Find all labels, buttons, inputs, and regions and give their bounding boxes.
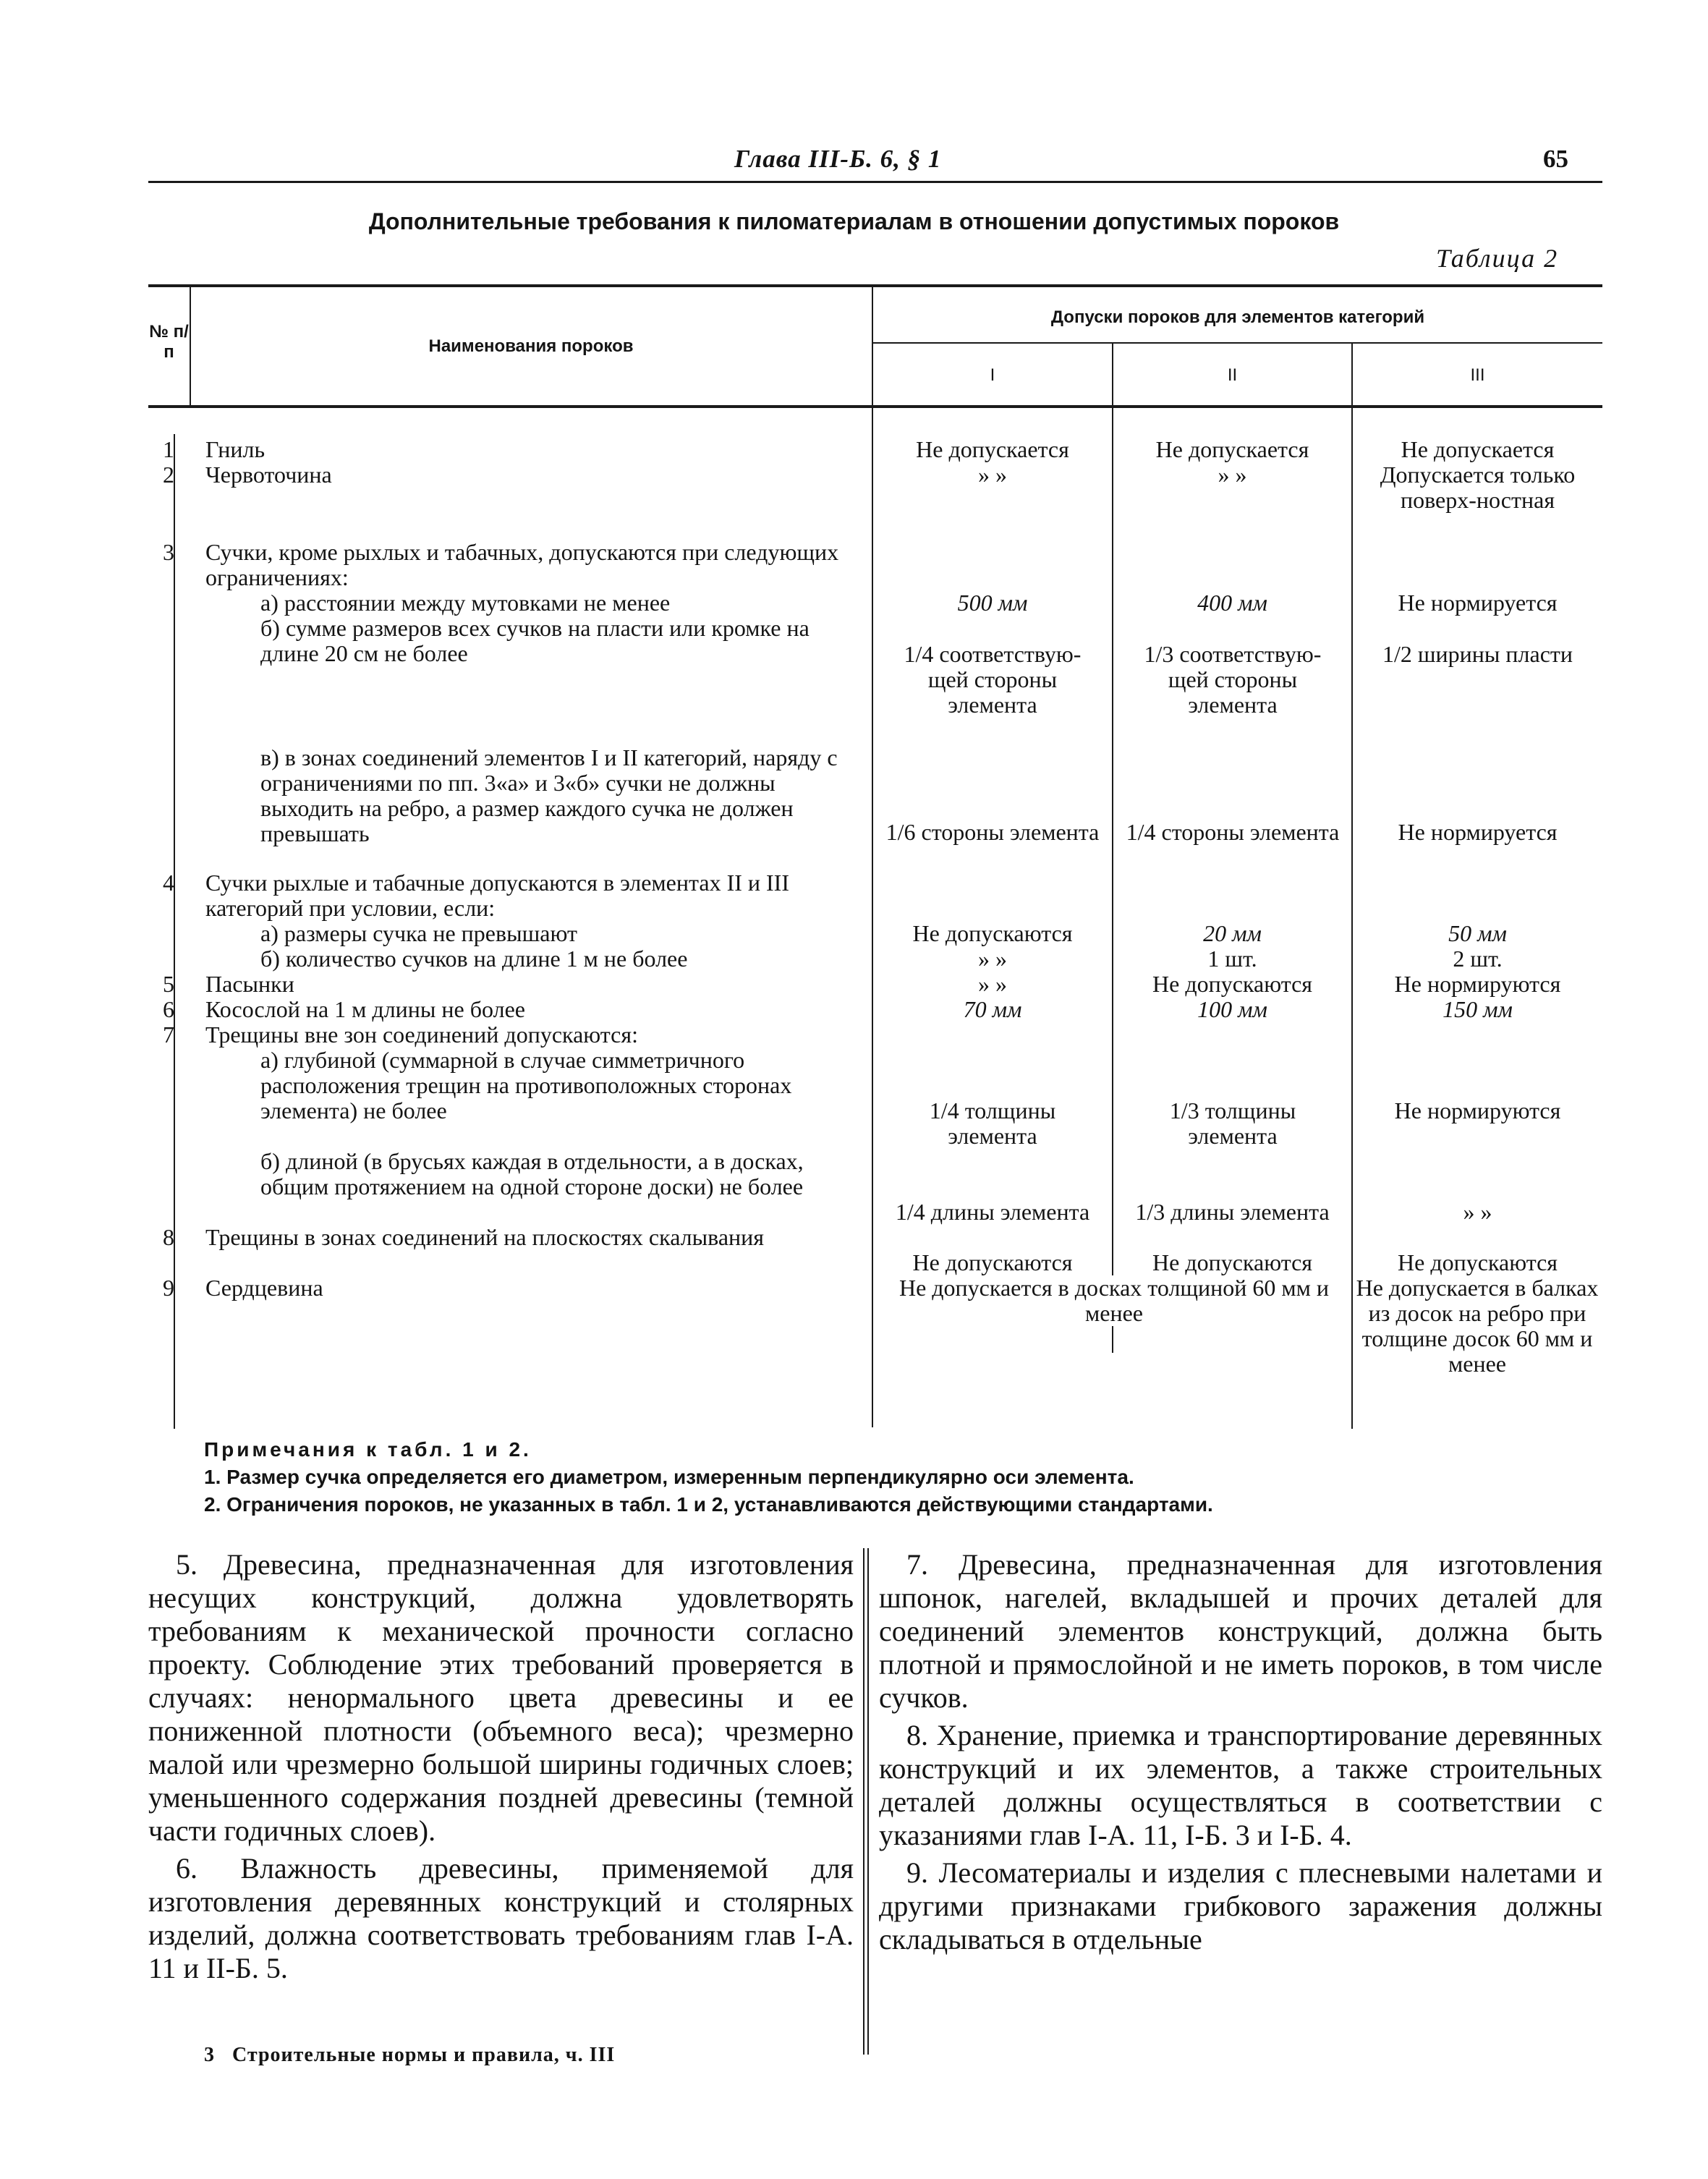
signature-mark: 3 xyxy=(204,2044,215,2066)
row-num: 7 xyxy=(163,1021,174,1048)
row-c1: » » xyxy=(978,971,1007,997)
note-item: 2. Ограничения пороков, не указанных в табл. 1 и 2, устанавливаются действующими стандартами. xyxy=(204,1493,1213,1516)
row-c2: Не допускаются xyxy=(1152,971,1312,997)
notes-title: Примечания к табл. 1 и 2. xyxy=(204,1438,532,1461)
row-c1: Не допускается xyxy=(916,436,1069,462)
row-name: а) размеры сучка не превышают xyxy=(260,920,577,946)
row-c3: 150 мм xyxy=(1443,996,1513,1022)
row-name: Гниль xyxy=(205,436,265,462)
row-c1: Не допускаются xyxy=(912,920,1073,946)
column-divider xyxy=(863,1548,864,2055)
row-c2: » » xyxy=(1218,462,1247,488)
row-c2: 1/3 длины элемента xyxy=(1135,1199,1330,1225)
row-c12-merged: Не допускается в досках толщиной 60 мм и менее xyxy=(883,1275,1346,1326)
column-divider xyxy=(867,1548,869,2055)
row-c1: 500 мм xyxy=(957,590,1028,616)
row-name: Сучки, кроме рыхлых и табачных, допускаются при следующих ограничениях: xyxy=(205,539,839,590)
row-c3: Не допускаются xyxy=(1398,1249,1558,1275)
table-title: Дополнительные требования к пиломатериалам в отношении допустимых пороков xyxy=(368,208,1340,234)
header-cat2: II xyxy=(1227,365,1238,385)
body-right-column xyxy=(879,1548,1602,1961)
row-name: в) в зонах соединений элементов I и II категорий, наряду с ограничениями по пп. 3«а» и 3«б» сучки не должны выходить на ребро, а размер каждого сучка не должен превышать xyxy=(260,744,838,846)
row-name: Сердцевина xyxy=(205,1275,323,1301)
row-c1: 1/4 толщины элемента xyxy=(929,1097,1056,1149)
table-top-rule xyxy=(148,284,1602,287)
header-group: Допуски пороков для элементов категорий xyxy=(1050,307,1425,327)
paragraph: 5. Древесина, предназначенная для изготовления несущих конструкций, должна удовлетворять требованиям к механической прочности согласно проекту. Соблюдение этих требований проверяется в случаях: ненормального цвета древесины и ее пониженной плотности (объемного веса); чрезмерно малой или чрезмерно большой ширины годичных слоев; уменьшенного содержания поздней древесины (темной части годичных слоев). xyxy=(148,1548,854,1847)
row-c3: Не допускается в балках из досок на ребро при толщине досок 60 мм и менее xyxy=(1356,1275,1599,1377)
row-name: а) глубиной (суммарной в случае симметричного расположения трещин на противоположных сторонах элемента) не более xyxy=(260,1047,792,1124)
row-name: а) расстоянии между мутовками не менее xyxy=(260,590,671,616)
row-c2: 20 мм xyxy=(1203,920,1262,946)
row-name: Червоточина xyxy=(205,462,332,488)
row-c2: 1/3 толщины элемента xyxy=(1169,1097,1296,1149)
row-c1: 1/4 соответствую-щей стороны элемента xyxy=(904,641,1082,718)
row-c3: » » xyxy=(1463,1199,1492,1225)
header-name: Наименования пороков xyxy=(428,336,634,356)
row-c2: 1/4 стороны элемента xyxy=(1126,819,1340,845)
paragraph: 7. Древесина, предназначенная для изготовления шпонок, нагелей, вкладышей и прочих деталей для соединений элементов конструкций, должна быть плотной и прямослойной и не иметь пороков, в том числе сучков. xyxy=(879,1548,1602,1714)
row-name: Косослой на 1 м длины не более xyxy=(205,996,525,1022)
row-c1: Не допускаются xyxy=(912,1249,1073,1275)
row-c3: Не нормируются xyxy=(1394,1097,1561,1124)
table-label: Таблица 2 xyxy=(1436,244,1559,273)
row-name: Сучки рыхлые и табачные допускаются в элементах II и III категорий при условии, если: xyxy=(205,870,789,921)
paragraph: 6. Влажность древесины, применяемой для изготовления деревянных конструкций и столярных изделий, должна соответствовать требованиям глав I-А. 11 и II-Б. 5. xyxy=(148,1852,854,1984)
header-num: № п/п xyxy=(149,322,189,362)
row-c1: » » xyxy=(978,946,1007,972)
table-group-rule xyxy=(872,342,1602,344)
note-item: 1. Размер сучка определяется его диаметром, измеренным перпендикулярно оси элемента. xyxy=(204,1466,1134,1488)
row-name: Трещины в зонах соединений на плоскостях скалывания xyxy=(205,1224,764,1250)
row-num: 3 xyxy=(163,539,174,565)
footer xyxy=(204,2044,615,2067)
row-c2: 100 мм xyxy=(1197,996,1267,1022)
row-num: 6 xyxy=(163,996,174,1022)
body-left-column xyxy=(148,1548,854,1989)
row-num: 5 xyxy=(163,971,174,997)
header-rule xyxy=(148,181,1602,183)
row-name: б) количество сучков на длине 1 м не более xyxy=(260,946,688,972)
header-cat3: III xyxy=(1470,365,1485,385)
row-c3: Допускается только поверх-ностная xyxy=(1380,462,1576,513)
row-c1: 1/6 стороны элемента xyxy=(885,819,1100,845)
row-c3: 50 мм xyxy=(1448,920,1507,946)
row-c2: 1 шт. xyxy=(1207,946,1257,972)
page-number: 65 xyxy=(1543,145,1568,173)
row-num: 1 xyxy=(163,436,174,462)
row-c2: Не допускается xyxy=(1155,436,1309,462)
row-name: Пасынки xyxy=(205,971,294,997)
row-c3: 1/2 ширины пласти xyxy=(1382,641,1573,667)
row-c3: Не нормируются xyxy=(1394,971,1561,997)
row-c1: » » xyxy=(978,462,1007,488)
row-c3: Не допускается xyxy=(1401,436,1555,462)
row-c2: Не допускаются xyxy=(1152,1249,1312,1275)
row-c1: 1/4 длины элемента xyxy=(895,1199,1090,1225)
row-c3: Не нормируется xyxy=(1398,819,1558,845)
table-header-rule xyxy=(148,405,1602,408)
row-num: 8 xyxy=(163,1224,174,1250)
row-c3: 2 шт. xyxy=(1453,946,1503,972)
row-c2: 400 мм xyxy=(1197,590,1267,616)
header-cat1: I xyxy=(990,365,995,385)
row-c2: 1/3 соответствую-щей стороны элемента xyxy=(1144,641,1322,718)
row-name: б) сумме размеров всех сучков на пласти или кромке на длине 20 см не более xyxy=(260,615,810,666)
row-num: 2 xyxy=(163,462,174,488)
footer-text: Строительные нормы и правила, ч. III xyxy=(232,2044,616,2066)
row-c3: Не нормируется xyxy=(1398,590,1558,616)
paragraph: 9. Лесоматериалы и изделия с плесневыми налетами и другими признаками грибкового заражения должны складываться в отдельные xyxy=(879,1856,1602,1955)
paragraph: 8. Хранение, приемка и транспортирование деревянных конструкций и их элементов, а также строительных деталей должны осуществляться в соответствии с указаниями глав I-А. 11, I-Б. 3 и I-Б. 4. xyxy=(879,1719,1602,1851)
row-name: Трещины вне зон соединений допускаются: xyxy=(205,1021,638,1048)
row-name: б) длиной (в брусьях каждая в отдельности, а в досках, общим протяжением на одной стороне доски) не более xyxy=(260,1148,804,1199)
row-num: 9 xyxy=(163,1275,174,1301)
row-num: 4 xyxy=(163,870,174,896)
chapter-heading: Глава III-Б. 6, § 1 xyxy=(734,145,942,173)
row-c1: 70 мм xyxy=(963,996,1022,1022)
